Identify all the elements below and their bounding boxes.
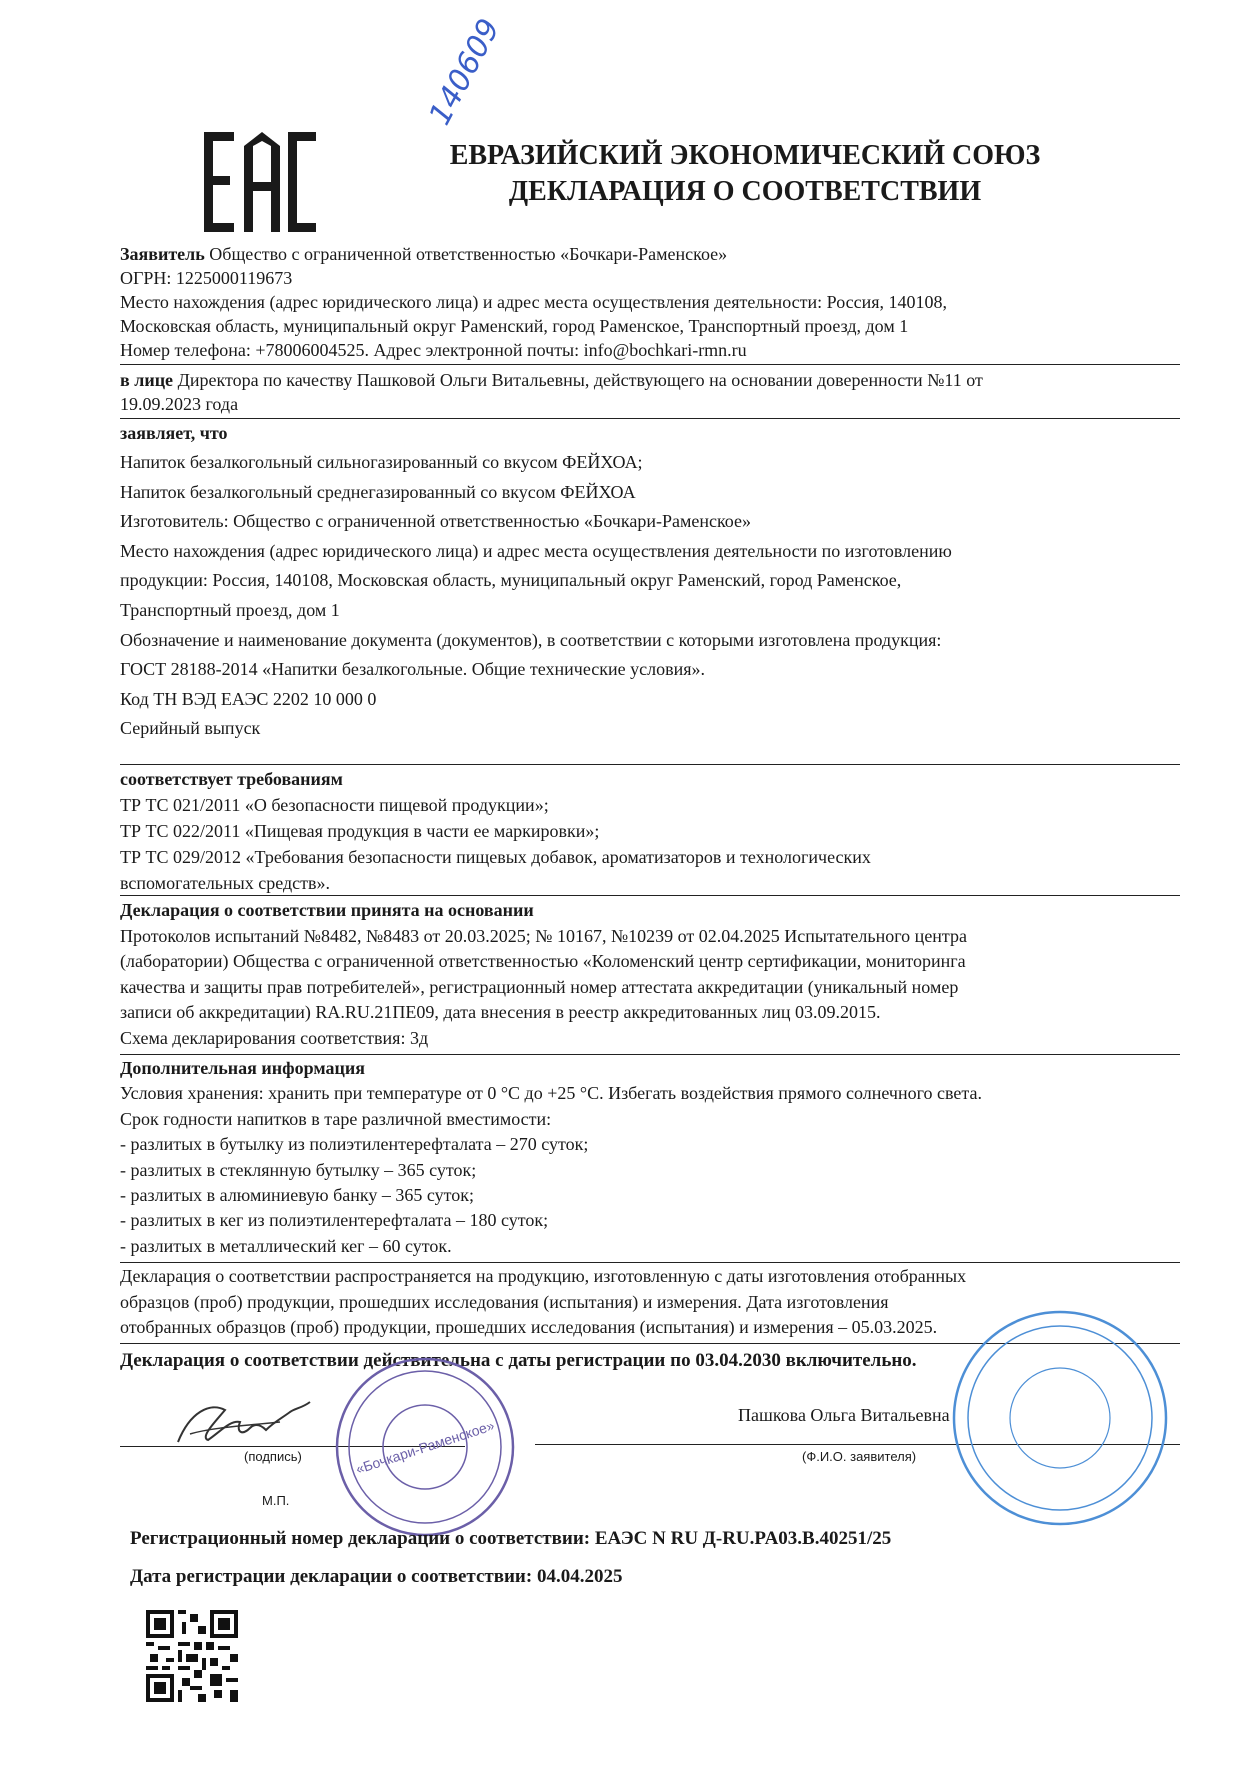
union-title: ЕВРАЗИЙСКИЙ ЭКОНОМИЧЕСКИЙ СОЮЗ <box>449 140 1041 171</box>
applicant-address-2: Московская область, муниципальный округ Раменский, город Раменское, Транспортный проезд, дом 1 <box>120 316 909 336</box>
basis-line: Протоколов испытаний №8482, №8483 от 20.03.2025; № 10167, №10239 от 02.04.2025 Испытательного центра <box>120 925 968 946</box>
applicant-block <box>120 242 1180 362</box>
declaration-title: ДЕКЛАРАЦИЯ О СООТВЕТСТВИИ <box>508 176 982 207</box>
regulation-line: ТР ТС 022/2011 «Пищевая продукция в части ее маркировки»; <box>120 821 600 841</box>
applicant-contacts: Номер телефона: +78006004525. Адрес электронной почты: info@bochkari-rmn.ru <box>120 340 747 360</box>
applicant-ogrn: ОГРН: 1225000119673 <box>120 268 293 288</box>
declares-block <box>120 421 1180 445</box>
basis-scheme: Схема декларирования соответствия: 3д <box>120 1027 429 1048</box>
representative-text-2: 19.09.2023 года <box>120 394 239 414</box>
product-block <box>120 448 1180 744</box>
qr-code <box>146 1610 238 1702</box>
validity-statement: Декларация о соответствии действительна с даты регистрации по 03.04.2030 включительно. <box>120 1350 917 1371</box>
stamp-place-label: М.П. <box>262 1493 290 1508</box>
additional-line: - разлитых в кег из полиэтилентерефталата – 180 суток; <box>120 1210 549 1231</box>
additional-line: - разлитых в алюминиевую банку – 365 суток; <box>120 1185 475 1206</box>
product-line: Транспортный проезд, дом 1 <box>120 599 340 620</box>
product-line: ГОСТ 28188-2014 «Напитки безалкогольные. Общие технические условия». <box>120 659 705 680</box>
product-line: Изготовитель: Общество с ограниченной ответственностью «Бочкари-Раменское» <box>120 511 751 532</box>
representative-block <box>120 368 1180 416</box>
product-line: Серийный выпуск <box>120 718 261 739</box>
name-label: (Ф.И.О. заявителя) <box>802 1449 917 1464</box>
regulation-line: ТР ТС 021/2011 «О безопасности пищевой продукции»; <box>120 795 549 815</box>
product-line: Код ТН ВЭД ЕАЭС 2202 10 000 0 <box>120 688 377 709</box>
registration-date: Дата регистрации декларации о соответствии: 04.04.2025 <box>130 1566 623 1587</box>
regulation-line: ТР ТС 029/2012 «Требования безопасности пищевых добавок, ароматизаторов и технологических <box>120 847 871 867</box>
eac-logo <box>204 132 316 232</box>
additional-line: - разлитых в металлический кег – 60 суток. <box>120 1235 452 1256</box>
scope-line: образцов (проб) продукции, прошедших исследования (испытания) и измерения. Дата изготовления <box>120 1291 889 1312</box>
complies-label: соответствует требованиям <box>120 769 343 789</box>
product-line: Обозначение и наименование документа (документов), в соответствии с которыми изготовлена продукция: <box>120 629 942 650</box>
additional-line: - разлитых в стеклянную бутылку – 365 суток; <box>120 1159 477 1180</box>
basis-label: Декларация о соответствии принята на основании <box>120 900 534 920</box>
additional-line: Срок годности напитков в таре различной вместимости: <box>120 1108 552 1129</box>
basis-block <box>120 898 1180 1051</box>
applicant-name: Общество с ограниченной ответственностью «Бочкари-Раменское» <box>204 244 728 264</box>
company-stamp-name: «Бочкари-Раменское» <box>353 1417 497 1477</box>
divider <box>120 895 1180 896</box>
company-stamp <box>330 1352 520 1542</box>
signature-label: (подпись) <box>244 1449 302 1464</box>
registration-number: Регистрационный номер декларации о соответствии: ЕАЭС N RU Д-RU.PA03.B.40251/25 <box>130 1528 892 1549</box>
basis-line: записи об аккредитации) RA.RU.21ПЕ09, дата внесения в реестр аккредитованных лиц 03.09.2015. <box>120 1002 881 1022</box>
representative-label: в лице <box>120 370 174 390</box>
product-line: Напиток безалкогольный среднегазированный со вкусом ФЕЙХОА <box>120 481 636 502</box>
additional-line: - разлитых в бутылку из полиэтилентерефталата – 270 суток; <box>120 1134 589 1155</box>
basis-line: (лаборатории) Общества с ограниченной ответственностью «Коломенский центр сертификации, мониторинга <box>120 951 966 971</box>
document-header <box>420 138 1070 210</box>
divider <box>120 364 1180 365</box>
product-line: Место нахождения (адрес юридического лица) и адрес места осуществления деятельности по изготовлению <box>120 540 952 561</box>
basis-line: качества и защиты прав потребителей», регистрационный номер аттестата аккредитации (уникальный номер <box>120 976 959 997</box>
scope-line: отобранных образцов (проб) продукции, прошедших исследования (испытания) и измерения – 05.03.2025. <box>120 1317 938 1337</box>
product-line: Напиток безалкогольный сильногазированный со вкусом ФЕЙХОА; <box>120 452 643 472</box>
divider <box>120 418 1180 419</box>
signature <box>170 1392 320 1452</box>
representative-text-1: Директора по качеству Пашковой Ольги Витальевны, действующего на основании доверенности №11 от <box>173 370 983 390</box>
additional-line: Условия хранения: хранить при температуре от 0 °С до +25 °С. Избегать воздействия прямого солнечного света. <box>120 1083 982 1104</box>
signer-name: Пашкова Ольга Витальевна <box>738 1405 950 1425</box>
applicant-label: Заявитель <box>120 244 205 264</box>
divider <box>120 1262 1180 1263</box>
applicant-address-1: Место нахождения (адрес юридического лица) и адрес места осуществления деятельности: Россия, 140108, <box>120 292 948 312</box>
handwritten-note <box>408 13 508 135</box>
certification-stamp <box>948 1306 1173 1531</box>
product-line: продукции: Россия, 140108, Московская область, муниципальный округ Раменский, город Раменское, <box>120 570 902 591</box>
regulation-line: вспомогательных средств». <box>120 873 330 893</box>
divider <box>120 1054 1180 1055</box>
divider <box>120 764 1180 765</box>
declares-label: заявляет, что <box>120 423 228 443</box>
handwritten-number: 140609 <box>422 13 508 131</box>
additional-block <box>120 1056 1180 1259</box>
complies-block <box>120 766 1180 896</box>
scope-line: Декларация о соответствии распространяется на продукцию, изготовленную с даты изготовления отобранных <box>120 1266 967 1286</box>
additional-label: Дополнительная информация <box>120 1058 365 1078</box>
